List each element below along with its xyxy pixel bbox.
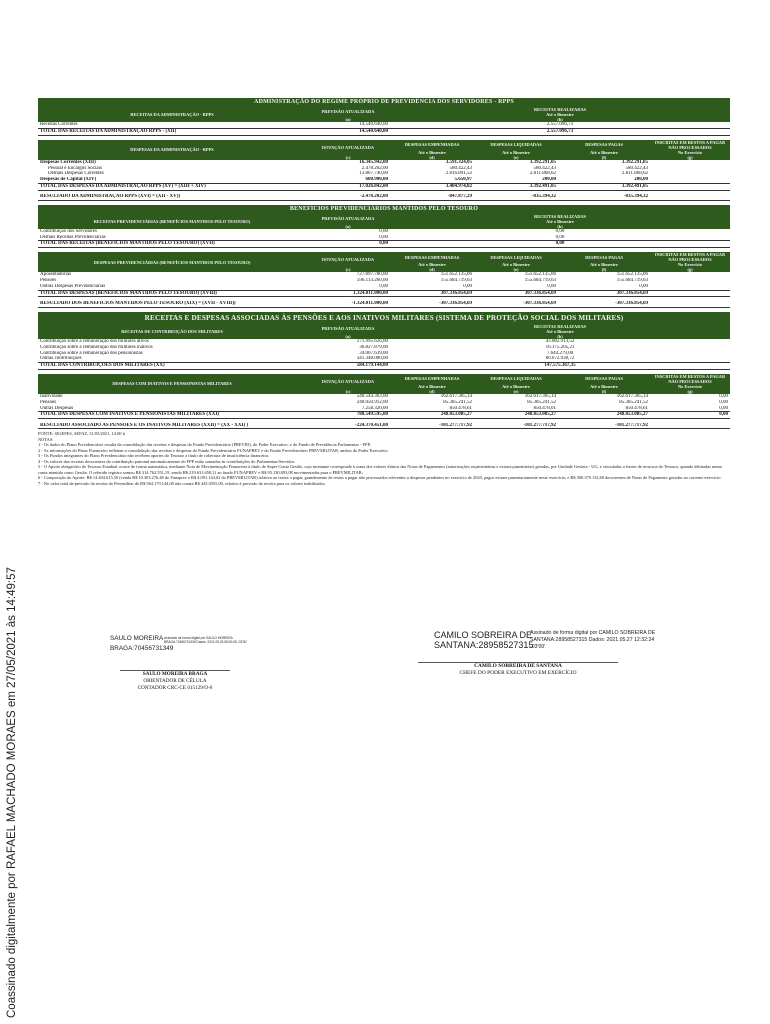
table-row: Pensões 596.113.260,00 155.684.719,63 155.684.719,63 155.684.719,63 xyxy=(40,278,648,284)
table-row: Receitas Correntes 14.540.640,00 2.557.096,73 xyxy=(40,122,574,128)
result-row: RESULTADO ASSOCIADO ÀS PENSÕES E OS INATIVOS MILITARES (XXII) = (XX - XXI) ) -224.370.451,00 -101.277.717,92 -101.277.717,92 -101.277.717,92 xyxy=(38,423,730,429)
rpps-despesas-table: DESPESAS DA ADMINISTRAÇÃO - RPPS DOTAÇÃO ATUALIZADA DESPESAS EMPENHADAS DESPESAS LIQUIDADAS DESPESAS PAGAS INSCRITAS EM RESTOS A PAGAR NÃO PROCESSADOS Até o Bimestre Até o Bimestre Até o Bimestre No Exercício (c) (d) (e) (f) (g) Despesas Correntes (XIII) 16.345.942,00 3.591.324,05 3.392.291,05 3.392.291,05 Pessoal e Encargos Sociais 2.478.202,00 580.422,43 580.422,43 580.422,43 Demais Despesas Correntes 13.867.740,00 2.816.891,52 2.811.868,62 2.811.868,62 Despesas de Capital (XIV) 600.900,00 5.650,97 200,00 200,00 TOTAL DAS DESPESAS DA ADMINISTRAÇÃO RPPS (XV) = (XIII + XIV) 17.026.842,00 3.404.974,02 3.392.491,05 3.392.491,05 RESULTADO DA ADMINISTRAÇÃO RPPS (XVI) = (XII - XV)) -2.478.202,00 -847.877,29 -835.394,32 -835.394,32 xyxy=(38,140,730,201)
source-line: FONTE: SIGEFES, SEFAZ, 31/05/2021, 14:00 h xyxy=(38,431,125,437)
digital-signature-right: CAMILO SOBREIRA DE SANTANA:28958527315 Assinado de forma digital por CAMILO SOBREIRA DE SANTANA:28958527315 Dados: 2021.05.27 12:32:24 -03'00' xyxy=(434,630,533,650)
footnotes xyxy=(38,431,730,486)
col-header: DOTAÇÃO ATUALIZADA xyxy=(306,252,390,267)
militares-despesas-table: DESPESAS COM INATIVOS E PENSIONISTAS MILITARES DOTAÇÃO ATUALIZADA DESPESAS EMPENHADAS DESPESAS LIQUIDADAS DESPESAS PAGAS INSCRITAS EM RESTOS A PAGAR NÃO PROCESSADOS Até o Bimestre Até o Bimestre Até o Bimestre No Exercício (c) (d) (e) (f) (g) Inatividade 540.544.363,00 162.617.365,14 162.617.365,14 162.617.365,14 0,00 Pensões 240.050.912,00 85.385.241,52 85.385.241,52 85.385.241,52 0,00 Outras Despesas 7.258.320,00 850.478,61 850.478,61 850.478,61 0,00 TOTAL DAS DESPESAS COM INATIVOS E PENSIONISTAS MILITARES (XXI) 788.549.595,00 248.853.085,27 248.853.085,27 248.853.085,27 0,00 RESULTADO ASSOCIADO ÀS PENSÕES E OS INATIVOS MILITARES (XXII) = (XX - XXI) ) -224.370.451,00 -101.277.717,92 -101.277.717,92 -101.277.717,92 xyxy=(40,373,728,428)
digital-cosign-stamp: Coassinado digitalmente por RAFAEL MACHADO MORAES em 27/05/2021 às 14:49:57 xyxy=(6,567,18,1018)
militares-receitas-table: RECEITAS DE CONTRIBUIÇÃO DOS MILITARES PREVISÃO ATUALIZADA RECEITAS REALIZADAS Até o Bimestre (a) (b) Contribuição sobre a remuneração dos militares ativos 171.995.626,00 43.082.913,52 Contribuição sobre a remuneração dos militares inativos 36.827.879,00 16.175.205,21 Contribuição sobre a remuneração dos pensionistas 34.007.639,00 7.644.279,00 Outras contribuições 341.348.000,00 80.672.930,72 TOTAL DAS CONTRIBUIÇÕES DOS MILITARES (XX) 584.179.144,00 147.575.367,35 xyxy=(38,324,730,370)
col-header: DESPESAS COM INATIVOS E PENSIONISTAS MILITARES xyxy=(38,374,306,394)
table-row: Despesas de Capital (XIV) 600.900,00 5.650,97 200,00 200,00 xyxy=(40,177,648,183)
col-header: RECEITAS REALIZADAS xyxy=(390,107,730,112)
table-row: Pessoal e Encargos Sociais 2.478.202,00 580.422,43 580.422,43 580.422,43 xyxy=(48,165,648,171)
note-item: 5 - O Aporte obrigatório do Tesouro Estadual ocorre de forma automática, mediante Nota de Movimentação Financeira à título de Super Conta Gestão, cujo montante corresponde à soma dos valores diários das Notas de Pagamentos (autorizações orçamentárias e extraorçamentárias) geradas, por Unidade Gestora - UG, e vinculadas a fontes de recursos do Tesouro, quando debitadas numa conta mantida como Gestão. O referido registro somou R$ 314.762.551,19, sendo R$ 219.631.658,11 ao fundo FUNAPREV e R$ 95.130.893,08 movimentadas para o PREVMILITAR; xyxy=(38,464,722,475)
col-header: RECEITAS REALIZADAS xyxy=(390,214,730,219)
digital-signature-left: SAULO MOREIRA BRAGA:70456731349 Assinado de forma digital por SAULO MOREIRA BRAGA:70456731349 Dados: 2021.05.26 08:30:08 -03'00' xyxy=(110,634,173,653)
note-item: 4 - Os valores das receitas decorrentes da contribuição patronal automaticamente do FPP estão somados às contribuições do Parlamentar/Servidor. xyxy=(38,458,295,464)
col-header: DESPESAS PREVIDENCIÁRIAS (BENEFÍCIOS MANTIDOS PELO TESOURO) xyxy=(38,252,306,272)
col-header: DOTAÇÃO ATUALIZADA xyxy=(306,140,390,155)
table-row: Outras Despesas 7.258.320,00 850.478,61 850.478,61 850.478,61 0,00 xyxy=(40,405,728,411)
col-header: RECEITAS DE CONTRIBUIÇÃO DOS MILITARES xyxy=(38,324,306,339)
col-header: DESPESAS PAGAS xyxy=(558,140,650,150)
table-row: Contribuição sobre a remuneração dos militares ativos 171.995.626,00 43.082.913,52 xyxy=(40,339,575,345)
col-header: INSCRITAS EM RESTOS A PAGAR NÃO PROCESSADOS xyxy=(650,140,730,150)
table-row: Outras contribuições 341.348.000,00 80.672.930,72 xyxy=(40,356,575,362)
table-row: Demais Receitas Previdenciárias 0,00 0,00 xyxy=(40,234,565,240)
col-subheader: (b) xyxy=(390,117,730,122)
note-item: 1 - Os dados do Plano Previdenciário resulta da consolidação das receitas e despesas do Fundo Previdenciário (PREVID), do Poder Executivo, e do Fundo de Previdência Parlamentar - FPP; xyxy=(38,442,372,448)
table-row: Pensões 240.050.912,00 85.385.241,52 85.385.241,52 85.385.241,52 0,00 xyxy=(40,399,728,405)
col-header: RECEITAS REALIZADAS xyxy=(390,324,730,329)
rpps-title-bar: ADMINISTRAÇÃO DO REGIME PRÓPRIO DE PREVIDÊNCIA DOS SERVIDORES - RPPS xyxy=(38,98,730,107)
table-row: Contribuição sobre a remuneração dos pensionistas 34.007.639,00 7.644.279,00 xyxy=(40,350,574,356)
col-header: DESPESAS DA ADMINISTRAÇÃO - RPPS xyxy=(38,140,306,160)
col-header: RECEITAS DA ADMINISTRAÇÃO - RPPS xyxy=(38,107,306,122)
col-header: DESPESAS EMPENHADAS xyxy=(390,140,474,150)
note-item: 3 - Os Fundos integrantes do Plano Previdenciário não recebem aportes do Tesouro a título de cobertura de insuficiência financeira. xyxy=(38,453,270,459)
note-item: 6 - Composição do Aporte: R$ 14.404.615,50 (venda R$ 10.303.276,48 do Funaprev e R$ 4.091.144,02 do PREVMILITAR) relativo ao restos a pagar, grandemente de restos a pagar não processados referentes a despesas pendentes no exercício de 2020, pagos extraorçamentariamente neste exercício; e R$ 300.379.132,60 decorrentes de Notas de Pagamento geradas no corrente exercício. xyxy=(38,475,722,481)
result-row: RESULTADO DA ADMINISTRAÇÃO RPPS (XVI) = (XII - XV)) -2.478.202,00 -847.877,29 -835.394,32 -835.394,32 xyxy=(38,194,730,200)
col-subheader: Até o Bimestre xyxy=(390,112,730,117)
tesouro-title-bar: BENEFÍCIOS PREVIDENCIÁRIOS MANTIDOS PELO TESOURO xyxy=(38,205,730,214)
table-row: Demais Despesas Correntes 13.867.740,00 2.816.891,52 2.811.868,62 2.811.868,62 xyxy=(48,171,648,177)
table-row: Aposentadorias 727.897.780,00 151.652.135,06 151.652.135,06 151.652.135,06 xyxy=(40,272,648,278)
total-row: TOTAL DAS RECEITAS (BENEFÍCIOS MANTIDOS PELO TESOURO) (XVII) 0,00 0,00 xyxy=(38,241,730,248)
total-row: TOTAL DAS RECEITAS DA ADMINISTRAÇÃO RPPS - (XII) 14.540.640,00 2.557.096,73 xyxy=(38,128,730,135)
table-row: Contribuição sobre a remuneração dos militares inativos 36.827.879,00 16.175.205,21 xyxy=(40,344,575,350)
table-row: Inatividade 540.544.363,00 162.617.365,14 162.617.365,14 162.617.365,14 0,00 xyxy=(40,394,728,400)
total-row: TOTAL DAS DESPESAS DA ADMINISTRAÇÃO RPPS (XV) = (XIII + XIV) 17.026.842,00 3.404.974,02 3.392.491,05 3.392.491,05 xyxy=(38,183,730,190)
signature-details: Assinado de forma digital por SAULO MOREIRA BRAGA:70456731349 Dados: 2021.05.26 08:30:08 -03'00' xyxy=(164,636,247,645)
col-header: PREVISÃO ATUALIZADA xyxy=(306,324,390,334)
signature-details: Assinado de forma digital por CAMILO SOBREIRA DE SANTANA:28958527315 Dados: 2021.05.27 12:32:24 -03'00' xyxy=(530,630,656,650)
note-item: 2 - As informações do Plano Financeiro refletem a consolidação das receitas e despesas do Fundo Previdenciário FUNAPREV e do Fundo Previdenciário PREVMILITAR, ambos do Poder Executivo. xyxy=(38,447,389,453)
total-row: TOTAL DAS DESPESAS (BENEFÍCIOS MANTIDOS PELO TESOURO) (XVIII) 1.324.011.000,00 307.336.854,69 307.336.854,69 307.336.854,69 xyxy=(38,290,730,297)
result-row: RESULTADO DOS BENEFÍCIOS MANTIDOS PELO TESOURO (XIX) = (XVII - XVIII)) -1.324.011.000,00 -307.336.854,69 -307.336.854,69 -307.336.854,69 xyxy=(38,301,730,307)
rpps-receitas-table xyxy=(38,107,730,136)
total-row: TOTAL DAS DESPESAS COM INATIVOS E PENSIONISTAS MILITARES (XXI) 788.549.595,00 248.853.085,27 248.853.085,27 248.853.085,27 0,00 xyxy=(40,412,728,418)
tesouro-receitas-table: RECEITAS PREVIDENCIÁRIAS (BENEFÍCIOS MANTIDOS PELO TESOURO) PREVISÃO ATUALIZADA RECEITAS REALIZADAS Até o Bimestre (a) (b) Contribuição dos Servidores 0,00 0,00 Demais Receitas Previdenciárias 0,00 0,00 TOTAL DAS RECEITAS (BENEFÍCIOS MANTIDOS PELO TESOURO) (XVII) 0,00 0,00 xyxy=(38,214,730,248)
report-sheet xyxy=(38,94,730,486)
col-header: RECEITAS PREVIDENCIÁRIAS (BENEFÍCIOS MANTIDOS PELO TESOURO) xyxy=(38,214,306,229)
signatory-right: CAMILO SOBREIRA DE SANTANA CHEFE DO PODER EXECUTIVO EM EXERCÍCIO xyxy=(418,662,618,677)
col-subheader: (a) xyxy=(306,117,390,122)
tesouro-despesas-table: DESPESAS PREVIDENCIÁRIAS (BENEFÍCIOS MANTIDOS PELO TESOURO) DOTAÇÃO ATUALIZADA DESPESAS EMPENHADAS DESPESAS LIQUIDADAS DESPESAS PAGAS INSCRITAS EM RESTOS A PAGAR NÃO PROCESSADOS Até o Bimestre Até o Bimestre Até o Bimestre No Exercício (c) (d) (e) (f) (g) Aposentadorias 727.897.780,00 151.652.135,06 151.652.135,06 151.652.135,06 Pensões 596.113.260,00 155.684.719,63 155.684.719,63 155.684.719,63 Outras Despesas Previdenciárias 0,00 0,00 0,00 0,00 TOTAL DAS DESPESAS (BENEFÍCIOS MANTIDOS PELO TESOURO) (XVIII) 1.324.011.000,00 307.336.854,69 307.336.854,69 307.336.854,69 RESULTADO DOS BENEFÍCIOS MANTIDOS PELO TESOURO (XIX) = (XVII - XVIII)) -1.324.011.000,00 -307.336.854,69 -307.336.854,69 -307.336.854,69 xyxy=(38,252,730,308)
table-row: Contribuição dos Servidores 0,00 0,00 xyxy=(40,228,565,234)
col-header: PREVISÃO ATUALIZADA xyxy=(306,107,390,117)
table-row: Outras Despesas Previdenciárias 0,00 0,00 0,00 0,00 xyxy=(40,283,648,289)
signature-block xyxy=(38,630,730,690)
col-header: PREVISÃO ATUALIZADA xyxy=(306,214,390,224)
signatory-left: SAULO MOREIRA BRAGA ORIENTADOR DE CÉLULA CONTADOR CRC-CE 015129/O-6 xyxy=(120,670,230,691)
notes-heading: NOTAS: xyxy=(38,436,54,442)
militares-title-bar: RECEITAS E DESPESAS ASSOCIADAS ÀS PENSÕES E AOS INATIVOS MILITARES (SISTEMA DE PROTEÇÃO SOCIAL DOS MILITARES) xyxy=(38,312,730,324)
table-row: Despesas Correntes (XIII) 16.345.942,00 3.591.324,05 3.392.291,05 3.392.291,05 xyxy=(40,159,648,165)
col-header: DOTAÇÃO ATUALIZADA xyxy=(306,374,390,389)
note-item: 7 - No valor total da previsão da receita do Prevmilitar de R$ 564.179.144,00 não consta R$ 443.0355,00, relativo à previsão da receita para os valores inabilitados. xyxy=(38,480,326,486)
col-header: DESPESAS LIQUIDADAS xyxy=(474,140,558,150)
total-row: TOTAL DAS CONTRIBUIÇÕES DOS MILITARES (XX) 584.179.144,00 147.575.367,35 xyxy=(38,363,730,370)
